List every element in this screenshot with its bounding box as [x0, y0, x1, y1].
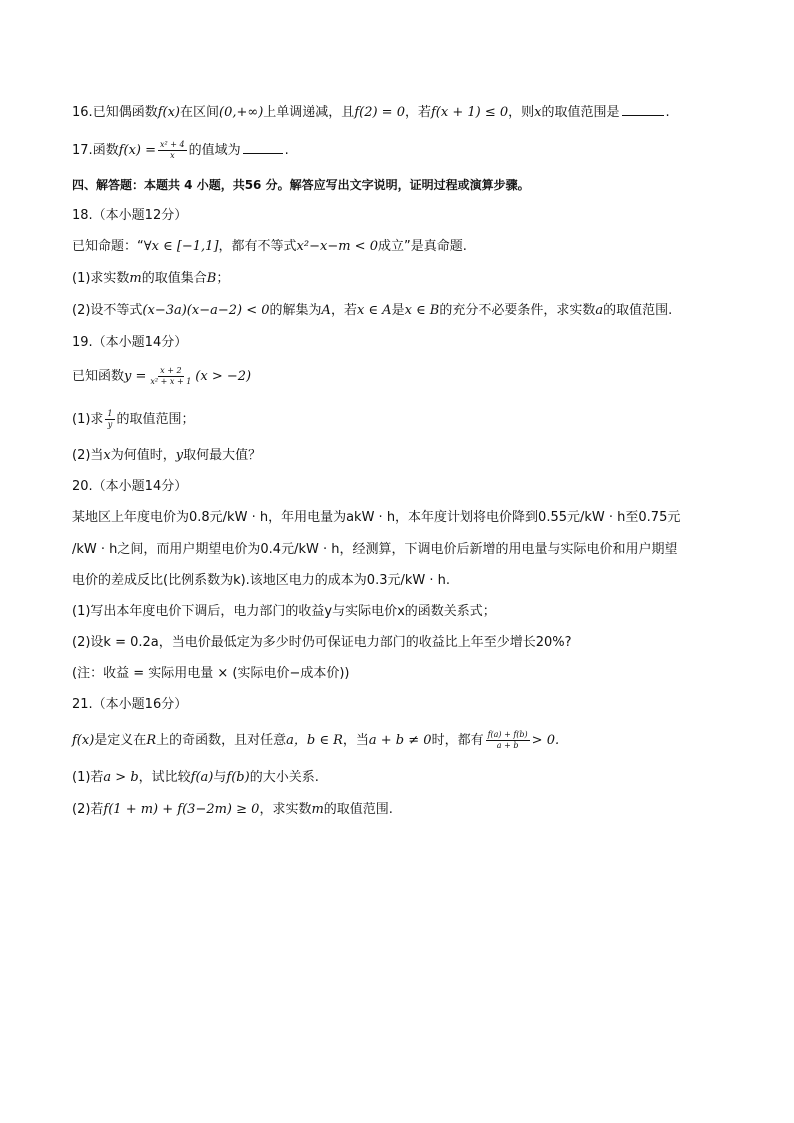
section-heading: 四、解答题：本题共 4 小题，共56 分。解答应写出文字说明，证明过程或演算步骤。 — [72, 178, 530, 192]
question-number: 17. — [72, 143, 93, 158]
question-20-stem-line-1: 某地区上年度电价为0.8元/kW · h，年用电量为akW · h，本年度计划将电价降到0.55元/kW · h至0.75元 — [72, 510, 681, 525]
question-21-stem: f(x)是定义在R上的奇函数，且对任意a，b ∈ R，当a + b ≠ 0时，都有 $\frac{f(a) + f(b)}{a + b}$ > 0. — [72, 730, 560, 750]
question-number: 16. — [72, 105, 93, 120]
fraction: $\frac{f(a) + f(b)}{a + b}$ — [487, 730, 528, 750]
answer-blank — [622, 103, 664, 116]
question-16: 16.已知偶函数f(x)在区间(0,+∞)上单调递减，且f(2) = 0，若f(x + 1) ≤ 0，则x的取值范围是 . — [72, 105, 670, 120]
question-20-stem-line-2: /kW · h之间，而用户期望电价为0.4元/kW · h，经测算，下调电价后新增的用电量与实际电价和用户期望 — [72, 542, 678, 557]
question-19-stem: 已知函数y = $\frac{x + 2}{\text{x² + x + 1}}$ (x > −2) — [72, 366, 252, 386]
question-19-part-2: (2)当x为何值时，y取何最大值？ — [72, 448, 262, 463]
question-21-part-2: (2)若f(1 + m) + f(3−2m) ≥ 0，求实数m的取值范围. — [72, 802, 393, 817]
question-21-header: 21.（本小题16分） — [72, 697, 188, 712]
question-21-part-1: (1)若a > b，试比较f(a)与f(b)的大小关系. — [72, 770, 319, 785]
question-18-part-1: (1)求实数m的取值集合B； — [72, 271, 230, 286]
question-20-stem-line-3: 电价的差成反比(比例系数为k).该地区电力的成本为0.3元/kW · h. — [72, 573, 451, 588]
question-17: 17.函数f(x) = $\frac{\text{x² + 4}}{x}$ 的值域为 . — [72, 140, 289, 160]
question-20-header: 20.（本小题14分） — [72, 479, 188, 494]
question-20-note: (注：收益 = 实际用电量 × (实际电价−成本价)) — [72, 666, 350, 681]
answer-blank — [243, 141, 283, 154]
fraction: $\frac{\text{x² + 4}}{x}$ — [160, 140, 185, 160]
question-20-part-2: (2)设k = 0.2a，当电价最低定为多少时仍可保证电力部门的收益比上年至少增长20%? — [72, 635, 572, 650]
fraction: $\frac{x + 2}{\text{x² + x + 1}}$ — [150, 366, 192, 386]
question-18-header: 18.（本小题12分） — [72, 208, 188, 223]
question-19-header: 19.（本小题14分） — [72, 335, 188, 350]
question-18-part-2: (2)设不等式(x−3a)(x−a−2) < 0的解集为A，若x ∈ A是x ∈ B的充分不必要条件，求实数a的取值范围. — [72, 303, 673, 318]
question-20-part-1: (1)写出本年度电价下调后，电力部门的收益y与实际电价x的函数关系式； — [72, 604, 496, 619]
fraction: $\frac{1}{y}$ — [107, 409, 113, 429]
question-19-part-1: (1)求 $\frac{1}{y}$ 的取值范围； — [72, 409, 195, 429]
question-18-stem: 已知命题：“∀x ∈ [−1,1]，都有不等式x²−x−m < 0成立”是真命题. — [72, 239, 467, 254]
